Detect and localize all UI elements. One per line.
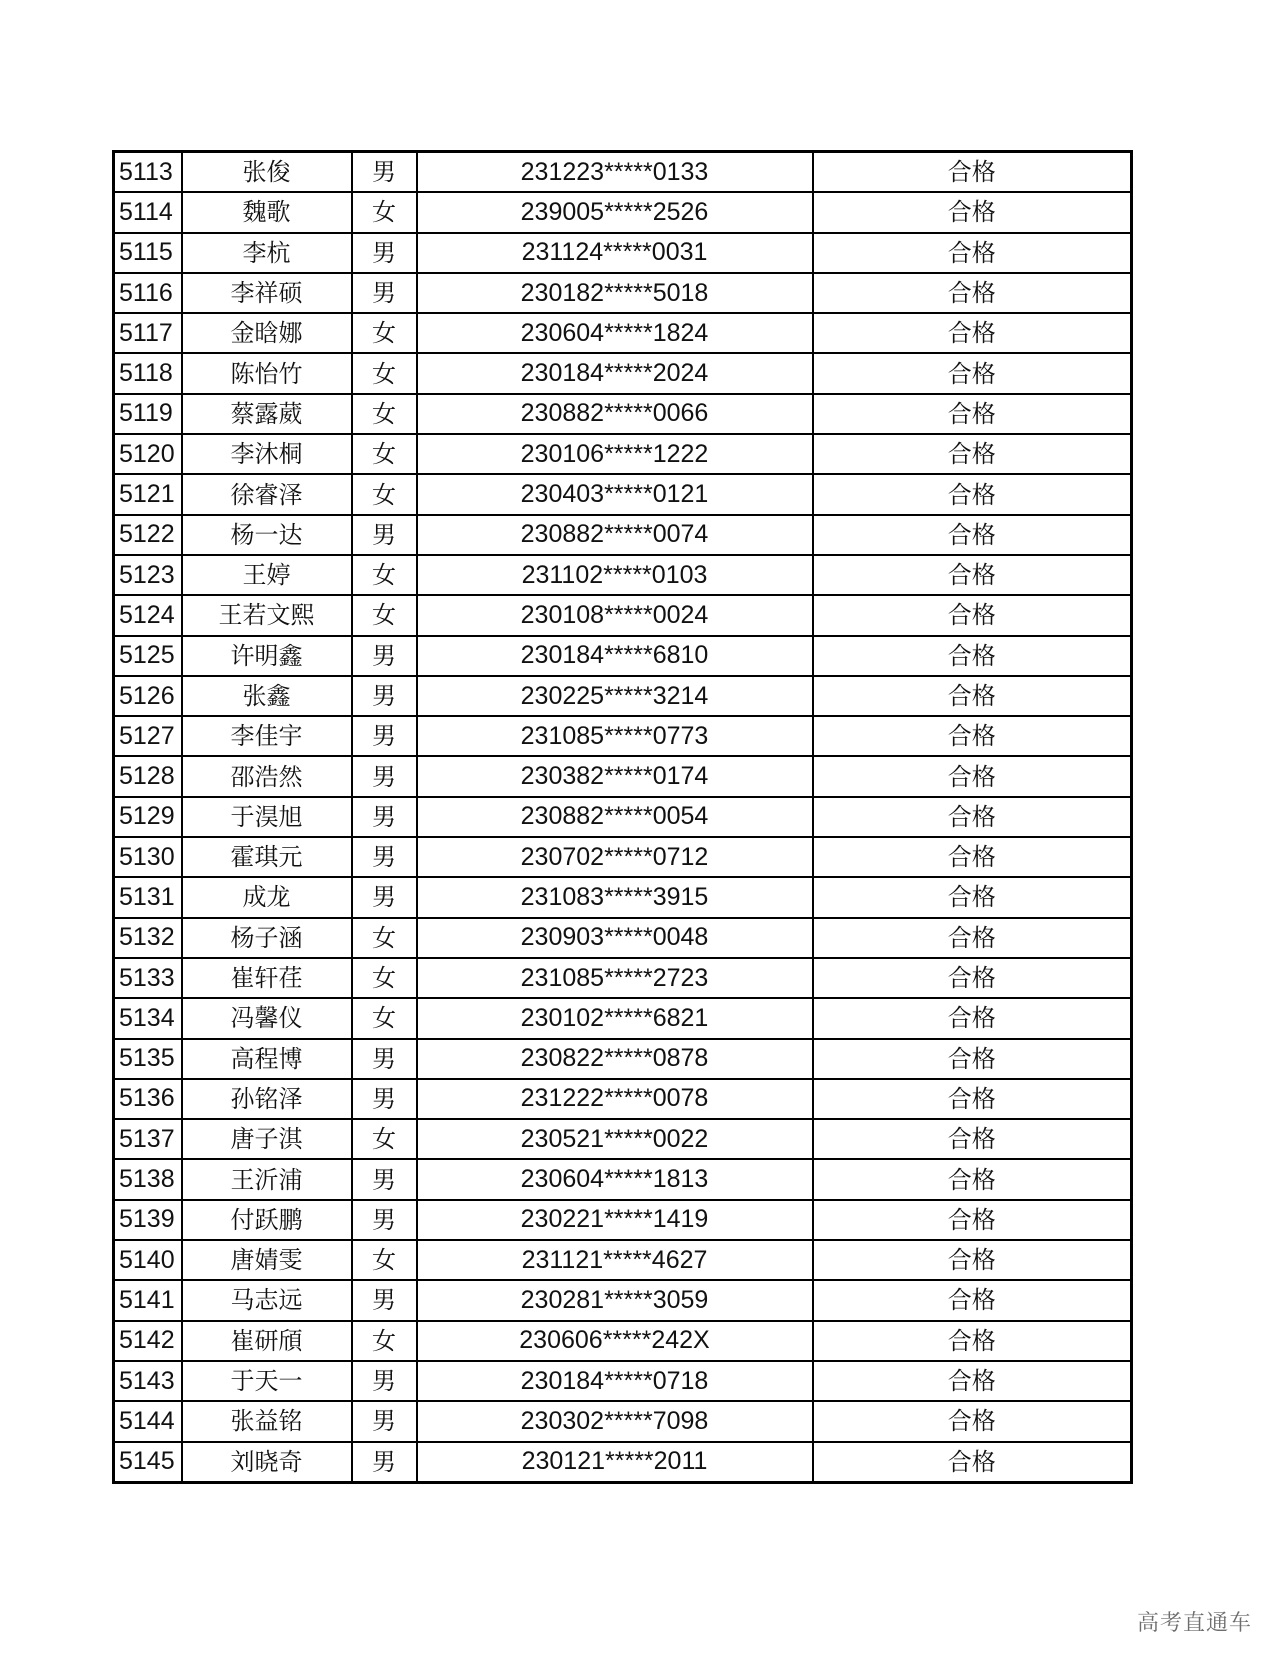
table-row — [114, 676, 1132, 716]
id-number-cell: 230521*****0022 — [417, 1119, 813, 1159]
gender-cell: 女 — [352, 1321, 417, 1361]
table-row — [114, 1401, 1132, 1441]
result-cell: 合格 — [813, 555, 1132, 595]
table-row — [114, 918, 1132, 958]
result-cell: 合格 — [813, 595, 1132, 635]
result-cell: 合格 — [813, 353, 1132, 393]
table-row — [114, 1280, 1132, 1320]
student-name-cell: 王沂浦 — [182, 1159, 352, 1199]
student-name-cell: 张俊 — [182, 152, 352, 193]
result-cell: 合格 — [813, 918, 1132, 958]
table-row — [114, 555, 1132, 595]
gender-cell: 女 — [352, 313, 417, 353]
gender-cell: 男 — [352, 1159, 417, 1199]
id-number-cell: 230302*****7098 — [417, 1401, 813, 1441]
student-name-cell: 张鑫 — [182, 676, 352, 716]
gender-cell: 男 — [352, 756, 417, 796]
result-cell: 合格 — [813, 676, 1132, 716]
table-row — [114, 1119, 1132, 1159]
row-number-cell: 5118 — [114, 353, 182, 393]
row-number-cell: 5132 — [114, 918, 182, 958]
gender-cell: 男 — [352, 716, 417, 756]
id-number-cell: 230102*****6821 — [417, 998, 813, 1038]
gender-cell: 男 — [352, 837, 417, 877]
result-cell: 合格 — [813, 998, 1132, 1038]
row-number-cell: 5142 — [114, 1321, 182, 1361]
result-cell: 合格 — [813, 837, 1132, 877]
row-number-cell: 5117 — [114, 313, 182, 353]
row-number-cell: 5128 — [114, 756, 182, 796]
result-cell: 合格 — [813, 434, 1132, 474]
row-number-cell: 5121 — [114, 474, 182, 514]
result-cell: 合格 — [813, 313, 1132, 353]
gender-cell: 女 — [352, 353, 417, 393]
row-number-cell: 5140 — [114, 1240, 182, 1280]
result-cell: 合格 — [813, 1240, 1132, 1280]
id-number-cell: 230281*****3059 — [417, 1280, 813, 1320]
student-name-cell: 霍琪元 — [182, 837, 352, 877]
row-number-cell: 5115 — [114, 233, 182, 273]
result-cell: 合格 — [813, 152, 1132, 193]
student-name-cell: 杨子涵 — [182, 918, 352, 958]
id-number-cell: 230702*****0712 — [417, 837, 813, 877]
id-number-cell: 230882*****0066 — [417, 394, 813, 434]
gender-cell: 女 — [352, 1119, 417, 1159]
table-row — [114, 756, 1132, 796]
id-number-cell: 230382*****0174 — [417, 756, 813, 796]
table-row — [114, 1321, 1132, 1361]
student-name-cell: 崔轩荏 — [182, 958, 352, 998]
row-number-cell: 5116 — [114, 273, 182, 313]
gender-cell: 男 — [352, 273, 417, 313]
gender-cell: 女 — [352, 555, 417, 595]
id-number-cell: 231102*****0103 — [417, 555, 813, 595]
student-name-cell: 冯馨仪 — [182, 998, 352, 1038]
student-name-cell: 刘晓奇 — [182, 1442, 352, 1483]
roster-table — [112, 150, 1133, 1484]
id-number-cell: 230184*****6810 — [417, 636, 813, 676]
table-row — [114, 877, 1132, 917]
table-row — [114, 515, 1132, 555]
id-number-cell: 230225*****3214 — [417, 676, 813, 716]
result-cell: 合格 — [813, 1159, 1132, 1199]
id-number-cell: 239005*****2526 — [417, 192, 813, 232]
gender-cell: 男 — [352, 797, 417, 837]
student-name-cell: 魏歌 — [182, 192, 352, 232]
student-name-cell: 孙铭泽 — [182, 1079, 352, 1119]
gender-cell: 女 — [352, 918, 417, 958]
result-cell: 合格 — [813, 273, 1132, 313]
gender-cell: 男 — [352, 1401, 417, 1441]
gender-cell: 男 — [352, 1442, 417, 1483]
table-row — [114, 958, 1132, 998]
id-number-cell: 230882*****0054 — [417, 797, 813, 837]
table-row — [114, 313, 1132, 353]
result-cell: 合格 — [813, 474, 1132, 514]
result-cell: 合格 — [813, 192, 1132, 232]
id-number-cell: 231085*****2723 — [417, 958, 813, 998]
student-name-cell: 邵浩然 — [182, 756, 352, 796]
id-number-cell: 231222*****0078 — [417, 1079, 813, 1119]
id-number-cell: 230882*****0074 — [417, 515, 813, 555]
result-cell: 合格 — [813, 756, 1132, 796]
id-number-cell: 230184*****2024 — [417, 353, 813, 393]
row-number-cell: 5124 — [114, 595, 182, 635]
result-cell: 合格 — [813, 1200, 1132, 1240]
student-name-cell: 唐婧雯 — [182, 1240, 352, 1280]
id-number-cell: 231223*****0133 — [417, 152, 813, 193]
row-number-cell: 5120 — [114, 434, 182, 474]
row-number-cell: 5119 — [114, 394, 182, 434]
id-number-cell: 230903*****0048 — [417, 918, 813, 958]
id-number-cell: 231083*****3915 — [417, 877, 813, 917]
row-number-cell: 5123 — [114, 555, 182, 595]
table-row — [114, 1079, 1132, 1119]
gender-cell: 男 — [352, 1079, 417, 1119]
row-number-cell: 5144 — [114, 1401, 182, 1441]
row-number-cell: 5134 — [114, 998, 182, 1038]
student-name-cell: 陈怡竹 — [182, 353, 352, 393]
result-cell: 合格 — [813, 958, 1132, 998]
row-number-cell: 5143 — [114, 1361, 182, 1401]
table-row — [114, 233, 1132, 273]
student-name-cell: 李杭 — [182, 233, 352, 273]
student-name-cell: 王婷 — [182, 555, 352, 595]
row-number-cell: 5138 — [114, 1159, 182, 1199]
id-number-cell: 230403*****0121 — [417, 474, 813, 514]
row-number-cell: 5113 — [114, 152, 182, 193]
gender-cell: 男 — [352, 152, 417, 193]
table-row — [114, 434, 1132, 474]
result-cell: 合格 — [813, 1442, 1132, 1483]
student-name-cell: 付跃鹏 — [182, 1200, 352, 1240]
id-number-cell: 230108*****0024 — [417, 595, 813, 635]
id-number-cell: 230604*****1824 — [417, 313, 813, 353]
result-cell: 合格 — [813, 1039, 1132, 1079]
table-row — [114, 152, 1132, 193]
gender-cell: 男 — [352, 1200, 417, 1240]
student-name-cell: 许明鑫 — [182, 636, 352, 676]
student-name-cell: 李佳宇 — [182, 716, 352, 756]
gender-cell: 男 — [352, 1039, 417, 1079]
gender-cell: 女 — [352, 192, 417, 232]
gender-cell: 女 — [352, 958, 417, 998]
student-name-cell: 于天一 — [182, 1361, 352, 1401]
id-number-cell: 231124*****0031 — [417, 233, 813, 273]
student-name-cell: 崔研頎 — [182, 1321, 352, 1361]
row-number-cell: 5137 — [114, 1119, 182, 1159]
id-number-cell: 230184*****0718 — [417, 1361, 813, 1401]
result-cell: 合格 — [813, 515, 1132, 555]
table-row — [114, 1159, 1132, 1199]
result-cell: 合格 — [813, 1079, 1132, 1119]
student-name-cell: 于淏旭 — [182, 797, 352, 837]
gender-cell: 男 — [352, 1280, 417, 1320]
row-number-cell: 5129 — [114, 797, 182, 837]
gender-cell: 男 — [352, 877, 417, 917]
table-row — [114, 1200, 1132, 1240]
row-number-cell: 5135 — [114, 1039, 182, 1079]
student-name-cell: 成龙 — [182, 877, 352, 917]
result-cell: 合格 — [813, 877, 1132, 917]
student-name-cell: 马志远 — [182, 1280, 352, 1320]
id-number-cell: 230182*****5018 — [417, 273, 813, 313]
student-name-cell: 金晗娜 — [182, 313, 352, 353]
table-row — [114, 837, 1132, 877]
table-row — [114, 1240, 1132, 1280]
row-number-cell: 5122 — [114, 515, 182, 555]
row-number-cell: 5141 — [114, 1280, 182, 1320]
student-name-cell: 李沐桐 — [182, 434, 352, 474]
result-cell: 合格 — [813, 233, 1132, 273]
student-name-cell: 蔡露葳 — [182, 394, 352, 434]
roster-body — [114, 152, 1132, 1483]
row-number-cell: 5136 — [114, 1079, 182, 1119]
id-number-cell: 230121*****2011 — [417, 1442, 813, 1483]
table-row — [114, 716, 1132, 756]
table-row — [114, 273, 1132, 313]
gender-cell: 女 — [352, 394, 417, 434]
result-cell: 合格 — [813, 797, 1132, 837]
table-row — [114, 394, 1132, 434]
table-row — [114, 1039, 1132, 1079]
result-cell: 合格 — [813, 636, 1132, 676]
id-number-cell: 230604*****1813 — [417, 1159, 813, 1199]
id-number-cell: 230106*****1222 — [417, 434, 813, 474]
table-row — [114, 1361, 1132, 1401]
student-name-cell: 李祥硕 — [182, 273, 352, 313]
table-row — [114, 595, 1132, 635]
gender-cell: 女 — [352, 1240, 417, 1280]
gender-cell: 男 — [352, 1361, 417, 1401]
gender-cell: 男 — [352, 515, 417, 555]
gender-cell: 女 — [352, 434, 417, 474]
row-number-cell: 5125 — [114, 636, 182, 676]
student-name-cell: 张益铭 — [182, 1401, 352, 1441]
student-name-cell: 唐子淇 — [182, 1119, 352, 1159]
table-row — [114, 474, 1132, 514]
row-number-cell: 5127 — [114, 716, 182, 756]
table-row — [114, 636, 1132, 676]
table-row — [114, 353, 1132, 393]
student-name-cell: 王若文熙 — [182, 595, 352, 635]
result-cell: 合格 — [813, 1119, 1132, 1159]
gender-cell: 男 — [352, 233, 417, 273]
result-cell: 合格 — [813, 716, 1132, 756]
student-name-cell: 杨一达 — [182, 515, 352, 555]
row-number-cell: 5133 — [114, 958, 182, 998]
row-number-cell: 5130 — [114, 837, 182, 877]
student-name-cell: 高程博 — [182, 1039, 352, 1079]
student-name-cell: 徐睿泽 — [182, 474, 352, 514]
id-number-cell: 231085*****0773 — [417, 716, 813, 756]
gender-cell: 女 — [352, 595, 417, 635]
gender-cell: 男 — [352, 636, 417, 676]
gender-cell: 男 — [352, 676, 417, 716]
id-number-cell: 230221*****1419 — [417, 1200, 813, 1240]
result-cell: 合格 — [813, 1401, 1132, 1441]
row-number-cell: 5126 — [114, 676, 182, 716]
result-cell: 合格 — [813, 1280, 1132, 1320]
row-number-cell: 5114 — [114, 192, 182, 232]
row-number-cell: 5131 — [114, 877, 182, 917]
id-number-cell: 231121*****4627 — [417, 1240, 813, 1280]
row-number-cell: 5145 — [114, 1442, 182, 1483]
result-cell: 合格 — [813, 1361, 1132, 1401]
gender-cell: 女 — [352, 474, 417, 514]
result-cell: 合格 — [813, 1321, 1132, 1361]
table-row — [114, 998, 1132, 1038]
id-number-cell: 230822*****0878 — [417, 1039, 813, 1079]
table-row — [114, 1442, 1132, 1483]
watermark-text: 高考直通车 — [1136, 1611, 1252, 1636]
id-number-cell: 230606*****242X — [417, 1321, 813, 1361]
gender-cell: 女 — [352, 998, 417, 1038]
table-row — [114, 192, 1132, 232]
table-row — [114, 797, 1132, 837]
result-cell: 合格 — [813, 394, 1132, 434]
row-number-cell: 5139 — [114, 1200, 182, 1240]
